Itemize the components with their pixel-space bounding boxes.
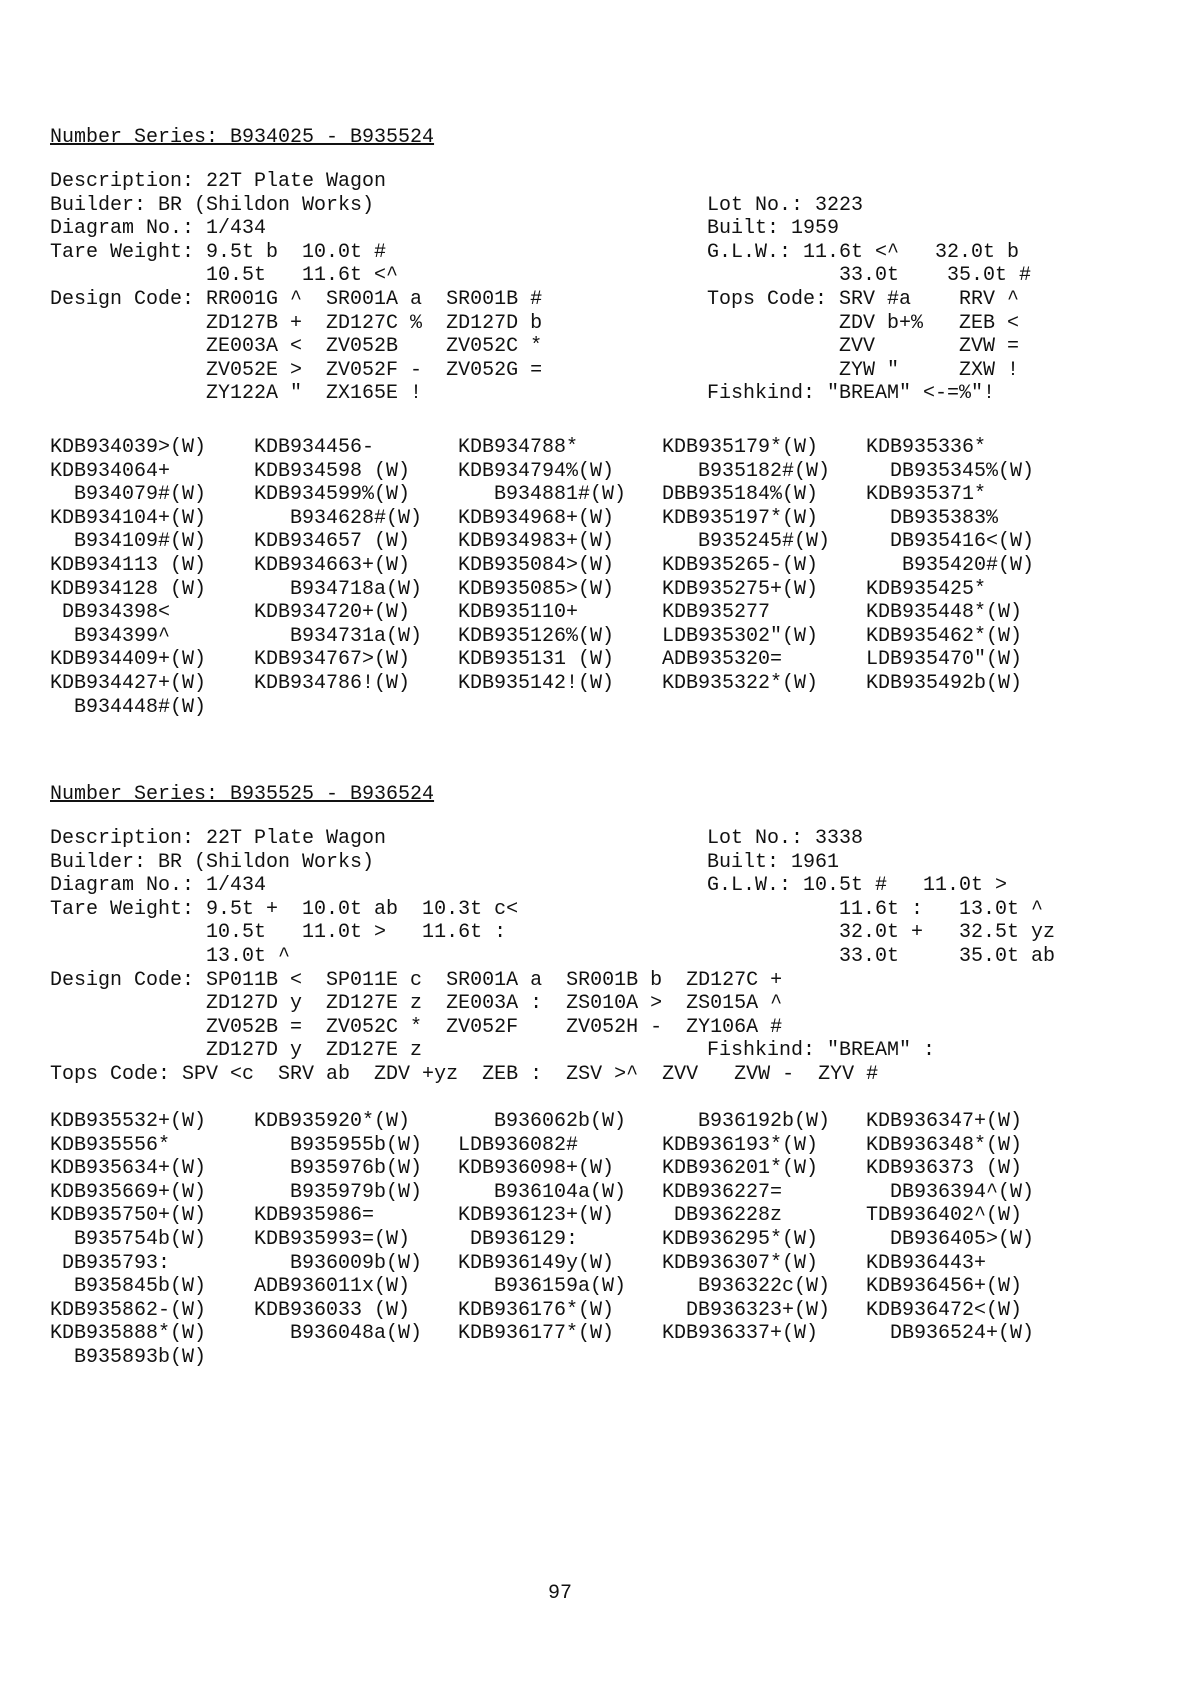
wagon-number-column — [866, 1110, 1066, 1346]
wagon-number: KDB935532+(W) — [50, 1110, 207, 1133]
glw-line: 32.0t + 32.5t yz — [707, 921, 1056, 945]
wagon-number-column — [254, 1110, 454, 1346]
wagon-number-column — [50, 436, 250, 719]
tops-code-line: ZDV b+% ZEB < — [707, 311, 1020, 335]
wagon-number: KDB935277 — [662, 601, 771, 625]
design-code-line: Design Code: RR001G ^ SR001A a SR001B # — [50, 288, 543, 311]
wagon-number: KDB936348*(W) — [866, 1133, 1023, 1157]
wagon-number-column — [458, 1110, 658, 1346]
wagon-number: KDB936347+(W) — [866, 1110, 1023, 1133]
builder-line: Builder: BR (Shildon Works) — [50, 850, 375, 874]
wagon-number: B935420#(W) — [866, 553, 1035, 577]
built-line: Built: 1961 — [707, 850, 840, 874]
glw-line: 11.6t : 13.0t ^ — [707, 897, 1044, 921]
wagon-number: KDB934104+(W) — [50, 506, 207, 530]
lot-number-line: Lot No.: 3223 — [707, 193, 864, 217]
wagon-number: KDB934598 (W) — [254, 459, 411, 483]
wagon-number: KDB934657 (W) — [254, 530, 411, 554]
builder-line: Builder: BR (Shildon Works) — [50, 193, 375, 217]
design-code-line: ZV052B = ZV052C * ZV052F ZV052H - ZY106A # — [50, 1015, 783, 1039]
wagon-number: B934109#(W) — [50, 530, 207, 554]
wagon-number: DB935345%(W) — [866, 459, 1035, 483]
wagon-number: KDB935275+(W) — [662, 577, 819, 601]
wagon-number-column — [662, 1110, 862, 1346]
wagon-number: B934399^ — [50, 624, 171, 648]
wagon-number: DB935383% — [866, 506, 999, 530]
built-line: Built: 1959 — [707, 217, 840, 241]
description-line: Description: 22T Plate Wagon — [50, 827, 387, 850]
wagon-number: KDB934767>(W) — [254, 648, 411, 672]
wagon-number: B934731a(W) — [254, 624, 423, 648]
wagon-number: KDB935750+(W) — [50, 1204, 207, 1228]
wagon-number: KDB935862-(W) — [50, 1298, 207, 1322]
wagon-number: KDB935084>(W) — [458, 553, 615, 577]
diagram-line: Diagram No.: 1/434 — [50, 217, 267, 241]
glw-line: 33.0t 35.0t # — [707, 264, 1032, 288]
wagon-number: KDB934599%(W) — [254, 483, 411, 507]
wagon-number: DB936524+(W) — [866, 1322, 1035, 1346]
wagon-number-column — [866, 436, 1066, 696]
wagon-number: KDB935669+(W) — [50, 1180, 207, 1204]
wagon-number: B936048a(W) — [254, 1322, 423, 1346]
wagon-number: KDB934039>(W) — [50, 436, 207, 459]
wagon-number: KDB934983+(W) — [458, 530, 615, 554]
wagon-number: KDB936177*(W) — [458, 1322, 615, 1346]
wagon-number: KDB934794%(W) — [458, 459, 615, 483]
wagon-number-column — [458, 436, 658, 696]
wagon-number-column — [50, 1110, 250, 1370]
wagon-number: KDB936373 (W) — [866, 1157, 1023, 1181]
series-heading: Number Series: B934025 - B935524 — [50, 126, 435, 149]
wagon-number: KDB934128 (W) — [50, 577, 207, 601]
wagon-number: B935893b(W) — [50, 1345, 207, 1369]
wagon-number: DB936228z — [662, 1204, 783, 1228]
wagon-number: KDB935492b(W) — [866, 671, 1023, 695]
wagon-number: LDB935302"(W) — [662, 624, 819, 648]
tare-weight-line: 10.5t 11.0t > 11.6t : — [50, 921, 507, 945]
wagon-number: KDB934788* — [458, 436, 579, 459]
wagon-number: B935976b(W) — [254, 1157, 423, 1181]
wagon-number: KDB935448*(W) — [866, 601, 1023, 625]
wagon-number: KDB935085>(W) — [458, 577, 615, 601]
number-series-section-2 — [50, 783, 1150, 1369]
wagon-number: DB936394^(W) — [866, 1180, 1035, 1204]
wagon-number: B936009b(W) — [254, 1251, 423, 1275]
wagon-number: KDB936176*(W) — [458, 1298, 615, 1322]
wagon-number: KDB935336* — [866, 436, 987, 459]
wagon-number: DB935416<(W) — [866, 530, 1035, 554]
wagon-number: KDB934427+(W) — [50, 671, 207, 695]
design-code-line: ZE003A < ZV052B ZV052C * — [50, 335, 543, 359]
wagon-number: KDB936098+(W) — [458, 1157, 615, 1181]
wagon-number: DB936323+(W) — [662, 1298, 831, 1322]
wagon-number: KDB934113 (W) — [50, 553, 207, 577]
wagon-number: KDB935371* — [866, 483, 987, 507]
wagon-number: KDB935179*(W) — [662, 436, 819, 459]
wagon-number: KDB934663+(W) — [254, 553, 411, 577]
tops-code-line: Tops Code: SRV #a RRV ^ — [707, 288, 1020, 311]
series-details — [50, 827, 1150, 1087]
wagon-number: B935754b(W) — [50, 1227, 207, 1251]
wagon-number: B935979b(W) — [254, 1180, 423, 1204]
diagram-line: Diagram No.: 1/434 — [50, 874, 267, 898]
wagon-number: TDB936402^(W) — [866, 1204, 1023, 1228]
wagon-number: KDB936201*(W) — [662, 1157, 819, 1181]
tops-code-line: ZYW " ZXW ! — [707, 358, 1020, 382]
design-code-line: ZD127D y ZD127E z ZE003A : ZS010A > ZS015A ^ — [50, 992, 783, 1016]
wagon-number: KDB936472<(W) — [866, 1298, 1023, 1322]
wagon-number: KDB936295*(W) — [662, 1227, 819, 1251]
wagon-number: KDB936443+ — [866, 1251, 987, 1275]
design-code-line: ZV052E > ZV052F - ZV052G = — [50, 358, 543, 382]
wagon-number: B935845b(W) — [50, 1275, 207, 1299]
wagon-number: DBB935184%(W) — [662, 483, 819, 507]
fishkind-line: Fishkind: "BREAM" : — [707, 1039, 936, 1063]
tare-weight-line: Tare Weight: 9.5t + 10.0t ab 10.3t c< — [50, 897, 519, 921]
glw-line: 33.0t 35.0t ab — [707, 945, 1056, 968]
wagon-number: KDB935556* — [50, 1133, 171, 1157]
series-details — [50, 170, 1150, 406]
design-code-line: ZY122A " ZX165E ! — [50, 382, 423, 406]
wagon-number: KDB935110+ — [458, 601, 579, 625]
wagon-number: DB934398< — [50, 601, 171, 625]
wagon-number: ADB935320= — [662, 648, 783, 672]
wagon-number: DB936129: — [458, 1227, 579, 1251]
number-series-section-1 — [50, 126, 1150, 719]
wagon-number: KDB935142!(W) — [458, 671, 615, 695]
wagon-number: KDB934786!(W) — [254, 671, 411, 695]
wagon-number: KDB935322*(W) — [662, 671, 819, 695]
lot-number-line: Lot No.: 3338 — [707, 827, 864, 850]
wagon-number: KDB935920*(W) — [254, 1110, 411, 1133]
wagon-number: KDB935197*(W) — [662, 506, 819, 530]
glw-line: G.L.W.: 11.6t <^ 32.0t b — [707, 240, 1020, 264]
wagon-number: KDB936033 (W) — [254, 1298, 411, 1322]
wagon-number: B936322c(W) — [662, 1275, 831, 1299]
wagon-number: KDB935993=(W) — [254, 1227, 411, 1251]
tare-weight-line: Tare Weight: 9.5t b 10.0t # — [50, 240, 387, 264]
wagon-number: B936104a(W) — [458, 1180, 627, 1204]
wagon-number: LDB935470"(W) — [866, 648, 1023, 672]
wagon-number-column — [254, 436, 454, 696]
wagon-number: KDB936227= — [662, 1180, 783, 1204]
wagon-number: ADB936011x(W) — [254, 1275, 411, 1299]
wagon-number: B934448#(W) — [50, 695, 207, 719]
wagon-number: B936062b(W) — [458, 1110, 627, 1133]
wagon-number: KDB936123+(W) — [458, 1204, 615, 1228]
wagon-number: B934079#(W) — [50, 483, 207, 507]
tare-weight-line: 13.0t ^ — [50, 945, 291, 968]
wagon-number: KDB935131 (W) — [458, 648, 615, 672]
wagon-number: KDB934720+(W) — [254, 601, 411, 625]
glw-line: G.L.W.: 10.5t # 11.0t > — [707, 874, 1008, 898]
wagon-number: KDB935425* — [866, 577, 987, 601]
wagon-number: KDB935634+(W) — [50, 1157, 207, 1181]
wagon-number: KDB936307*(W) — [662, 1251, 819, 1275]
wagon-number: KDB936337+(W) — [662, 1322, 819, 1346]
series-heading: Number Series: B935525 - B936524 — [50, 783, 435, 806]
wagon-number: KDB936149y(W) — [458, 1251, 615, 1275]
tops-code-line: Tops Code: SPV <c SRV ab ZDV +yz ZEB : ZSV >^ ZVV ZVW - ZYV # — [50, 1063, 879, 1086]
wagon-number: KDB934064+ — [50, 459, 171, 483]
wagon-number: KDB934456- — [254, 436, 375, 459]
tops-code-line: ZVV ZVW = — [707, 335, 1020, 359]
design-code-line: ZD127B + ZD127C % ZD127D b — [50, 311, 543, 335]
wagon-number: KDB935986= — [254, 1204, 375, 1228]
wagon-number: B934718a(W) — [254, 577, 423, 601]
wagon-number: KDB935888*(W) — [50, 1322, 207, 1346]
wagon-number: B935182#(W) — [662, 459, 831, 483]
wagon-number: B934881#(W) — [458, 483, 627, 507]
wagon-number: B935955b(W) — [254, 1133, 423, 1157]
wagon-number: B936159a(W) — [458, 1275, 627, 1299]
tare-weight-line: 10.5t 11.6t <^ — [50, 264, 399, 288]
wagon-number: KDB935462*(W) — [866, 624, 1023, 648]
wagon-number: B935245#(W) — [662, 530, 831, 554]
wagon-number: B934628#(W) — [254, 506, 423, 530]
wagon-number-column — [662, 436, 862, 696]
wagon-number: KDB936456+(W) — [866, 1275, 1023, 1299]
wagon-number: DB936405>(W) — [866, 1227, 1035, 1251]
wagon-number: KDB934409+(W) — [50, 648, 207, 672]
page-number: 97 — [547, 1582, 572, 1605]
design-code-line: ZD127D y ZD127E z — [50, 1039, 423, 1063]
wagon-number: KDB934968+(W) — [458, 506, 615, 530]
description-line: Description: 22T Plate Wagon — [50, 170, 387, 193]
wagon-number: B936192b(W) — [662, 1110, 831, 1133]
wagon-number: LDB936082# — [458, 1133, 579, 1157]
wagon-number: KDB935126%(W) — [458, 624, 615, 648]
fishkind-line: Fishkind: "BREAM" <-=%"! — [707, 382, 996, 406]
wagon-number: KDB936193*(W) — [662, 1133, 819, 1157]
wagon-number: KDB935265-(W) — [662, 553, 819, 577]
design-code-line: Design Code: SP011B < SP011E c SR001A a SR001B b ZD127C + — [50, 968, 783, 992]
wagon-number: DB935793: — [50, 1251, 171, 1275]
